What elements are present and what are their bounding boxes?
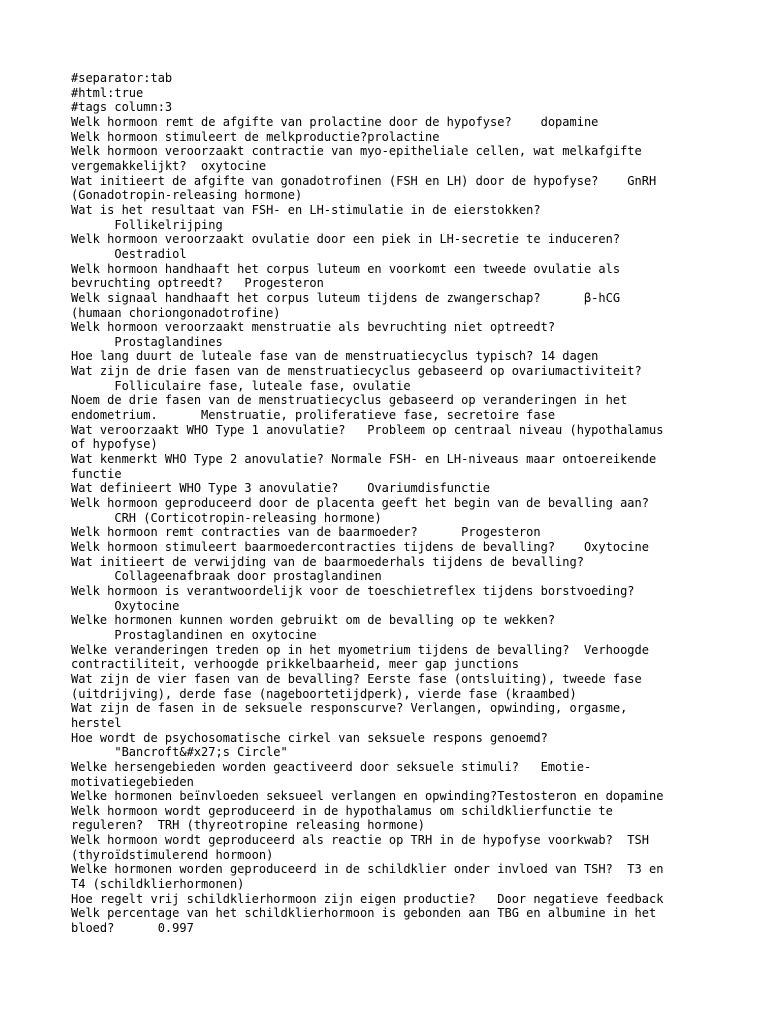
text-line: Hoe regelt vrij schildklierhormoon zijn eigen productie? Door negatieve feedback bbox=[71, 891, 664, 906]
text-line: Welk signaal handhaaft het corpus luteum tijdens de zwangerschap? β-hCG bbox=[71, 290, 621, 305]
text-line: Welk hormoon is verantwoordelijk voor de toeschietreflex tijdens borstvoeding? bbox=[71, 583, 635, 598]
text-line: Welk hormoon veroorzaakt ovulatie door een piek in LH-secretie te induceren? bbox=[71, 232, 621, 247]
text-line: Follikelrijping bbox=[71, 217, 223, 232]
text-line: Collageenafbraak door prostaglandinen bbox=[71, 569, 382, 584]
text-line: Wat zijn de drie fasen van de menstruatiecyclus gebaseerd op ovariumactiviteit? bbox=[71, 364, 642, 379]
text-line: (uitdrijving), derde fase (nageboortetijdperk), vierde fase (kraambed) bbox=[71, 686, 577, 701]
text-line: (thyroïdstimulerend hormoon) bbox=[71, 847, 274, 862]
text-line: Welk hormoon wordt geproduceerd in de hypothalamus om schildklierfunctie te bbox=[71, 803, 613, 818]
text-line: Noem de drie fasen van de menstruatiecyclus gebaseerd op veranderingen in het bbox=[71, 393, 628, 408]
text-line: Welke veranderingen treden op in het myometrium tijdens de bevalling? Verhoogde bbox=[71, 642, 649, 657]
text-line: Welk hormoon veroorzaakt menstruatie als bevruchting niet optreedt? bbox=[71, 320, 556, 335]
text-line: Welk hormoon handhaaft het corpus luteum en voorkomt een tweede ovulatie als bbox=[71, 261, 621, 276]
text-line: functie bbox=[71, 466, 122, 481]
text-line: (Gonadotropin-releasing hormone) bbox=[71, 188, 303, 203]
text-line: herstel bbox=[71, 715, 122, 730]
text-line: Oestradiol bbox=[71, 246, 187, 261]
text-line: Welk hormoon geproduceerd door de placenta geeft het begin van de bevalling aan? bbox=[71, 496, 649, 511]
text-line: vergemakkelijkt? oxytocine bbox=[71, 158, 267, 173]
text-line: motivatiegebieden bbox=[71, 774, 194, 789]
text-line: endometrium. Menstruatie, proliferatieve fase, secretoire fase bbox=[71, 408, 556, 423]
text-line: Welk hormoon stimuleert de melkproductie?prolactine bbox=[71, 129, 440, 144]
text-line: contractiliteit, verhoogde prikkelbaarheid, meer gap junctions bbox=[71, 657, 519, 672]
text-line: Folliculaire fase, luteale fase, ovulatie bbox=[71, 378, 411, 393]
text-line: Wat initieert de afgifte van gonadotrofinen (FSH en LH) door de hypofyse? GnRH bbox=[71, 173, 657, 188]
text-line: Wat zijn de vier fasen van de bevalling? Eerste fase (ontsluiting), tweede fase bbox=[71, 671, 642, 686]
text-line: T4 (schildklierhormonen) bbox=[71, 877, 245, 892]
text-line: CRH (Corticotropin-releasing hormone) bbox=[71, 510, 382, 525]
text-line: Prostaglandines bbox=[71, 334, 223, 349]
text-line: Wat initieert de verwijding van de baarmoederhals tijdens de bevalling? bbox=[71, 554, 584, 569]
text-line: Wat veroorzaakt WHO Type 1 anovulatie? Probleem op centraal niveau (hypothalamus bbox=[71, 422, 664, 437]
text-line: Welke hormonen kunnen worden gebruikt om de bevalling op te wekken? bbox=[71, 613, 556, 628]
text-line: (humaan choriongonadotrofine) bbox=[71, 305, 281, 320]
text-line: Welk hormoon wordt geproduceerd als reactie op TRH in de hypofyse voorkwab? TSH bbox=[71, 833, 649, 848]
text-line: Welk hormoon veroorzaakt contractie van myo-epitheliale cellen, wat melkafgifte bbox=[71, 144, 642, 159]
text-line: Welke hormonen beïnvloeden seksueel verlangen en opwinding?Testosteron en dopamine bbox=[71, 789, 664, 804]
text-line: Welk hormoon remt de afgifte van prolactine door de hypofyse? dopamine bbox=[71, 114, 599, 129]
text-line: Wat is het resultaat van FSH- en LH-stimulatie in de eierstokken? bbox=[71, 202, 541, 217]
text-line: Oxytocine bbox=[71, 598, 180, 613]
text-line: Wat kenmerkt WHO Type 2 anovulatie? Normale FSH- en LH-niveaus maar ontoereikende bbox=[71, 452, 657, 467]
text-line: "Bancroft&#x27;s Circle" bbox=[71, 745, 288, 760]
text-line: reguleren? TRH (thyreotropine releasing hormone) bbox=[71, 818, 426, 833]
text-line: Welk hormoon stimuleert baarmoedercontracties tijdens de bevalling? Oxytocine bbox=[71, 540, 649, 554]
text-line: #separator:tab bbox=[71, 71, 173, 85]
text-line: Welk percentage van het schildklierhormoon is gebonden aan TBG en albumine in het bbox=[71, 906, 657, 921]
text-line: Wat zijn de fasen in de seksuele responscurve? Verlangen, opwinding, orgasme, bbox=[71, 701, 628, 716]
text-line: Welk hormoon remt contracties van de baarmoeder? Progesteron bbox=[71, 525, 541, 540]
text-line: of hypofyse) bbox=[71, 437, 158, 452]
text-line: Welke hormonen worden geproduceerd in de schildklier onder invloed van TSH? T3 en bbox=[71, 862, 664, 877]
text-line: #tags column:3 bbox=[71, 100, 173, 115]
text-line: Welke hersengebieden worden geactiveerd door seksuele stimuli? Emotie- bbox=[71, 759, 592, 774]
document-text bbox=[71, 71, 701, 936]
text-line: Wat definieert WHO Type 3 anovulatie? Ovariumdisfunctie bbox=[71, 481, 491, 496]
text-line: Hoe lang duurt de luteale fase van de menstruatiecyclus typisch? 14 dagen bbox=[71, 349, 599, 364]
text-line: Hoe wordt de psychosomatische cirkel van seksuele respons genoemd? bbox=[71, 730, 548, 745]
text-line: Prostaglandinen en oxytocine bbox=[71, 627, 317, 642]
text-line: bevruchting optreedt? Progesteron bbox=[71, 276, 324, 291]
text-line: #html:true bbox=[71, 85, 144, 100]
text-line: bloed? 0.997 bbox=[71, 921, 194, 936]
